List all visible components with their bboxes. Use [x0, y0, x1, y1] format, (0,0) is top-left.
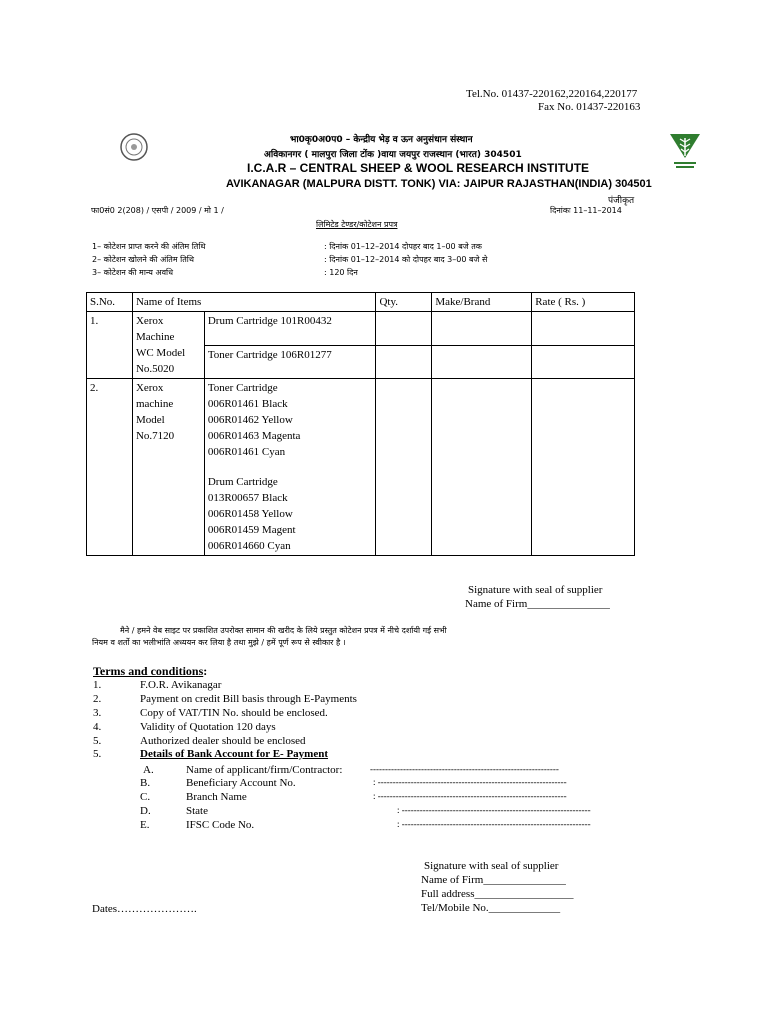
bank-value: : --------------------------------------------------------------- — [373, 777, 567, 787]
table-row — [87, 312, 635, 346]
signature-label-2: Signature with seal of supplier — [424, 860, 559, 872]
institute-name: I.C.A.R – CENTRAL SHEEP & WOOL RESEARCH INSTITUTE — [247, 161, 590, 175]
bank-letter: B. — [140, 777, 151, 789]
row1-machine — [132, 312, 204, 379]
icar-logo-icon — [119, 132, 149, 162]
bank-value: --------------------------------------------------------------- — [370, 764, 559, 774]
machine-line: No.7120 — [135, 430, 175, 442]
bank-label: IFSC Code No. — [186, 819, 255, 831]
header-rate: Rate ( Rs. ) — [532, 293, 635, 312]
row2-toner-items — [204, 379, 376, 474]
tel-number: Tel.No. 01437-220162,220164,220177 — [466, 88, 638, 100]
row1-qty-cell-2 — [376, 345, 432, 379]
term-text: Copy of VAT/TIN No. should be enclosed. — [140, 707, 328, 719]
item-line: 006R01458 Yellow — [207, 508, 293, 520]
header-make: Make/Brand — [432, 293, 532, 312]
term-number: 5. — [93, 735, 102, 747]
item-line: 006R014660 Cyan — [207, 540, 291, 552]
terms-heading-text: Terms and conditions — [93, 664, 204, 678]
row2-drum-items — [204, 473, 376, 556]
header-qty: Qty. — [376, 293, 432, 312]
header-items: Name of Items — [132, 293, 376, 312]
condition-label-1: 1– कोटेशन प्राप्त करने की अंतिम तिथि — [92, 242, 206, 251]
row1-sno: 1. — [87, 312, 133, 379]
condition-value-2: : दिनांक 01–12–2014 को दोपहर बाद 3–00 बजे से — [324, 255, 488, 264]
term-text: Validity of Quotation 120 days — [140, 721, 276, 733]
terms-heading-colon: : — [203, 664, 208, 678]
bank-label: Beneficiary Account No. — [186, 777, 296, 789]
bank-letter: A. — [143, 764, 154, 776]
term-text: Payment on credit Bill basis through E-Payments — [140, 693, 357, 705]
row2-qty-cell — [376, 379, 432, 556]
condition-value-3: : 120 दिन — [324, 268, 358, 277]
item-line: 006R01462 Yellow — [207, 414, 293, 426]
items-table — [86, 292, 635, 556]
machine-line: machine — [135, 398, 174, 410]
header-sno: S.No. — [87, 293, 133, 312]
term-number: 1. — [93, 679, 102, 691]
table-row — [87, 379, 635, 474]
row1-make-cell-2 — [432, 345, 532, 379]
term-number: 3. — [93, 707, 102, 719]
term-number: 4. — [93, 721, 102, 733]
full-address-field: Full address__________________ — [421, 888, 574, 900]
bank-letter: C. — [140, 791, 151, 803]
bank-letter: E. — [140, 819, 150, 831]
row2-machine — [132, 379, 204, 556]
item-line: Toner Cartridge — [207, 382, 278, 394]
signature-label: Signature with seal of supplier — [468, 584, 603, 596]
bank-value: : --------------------------------------------------------------- — [397, 819, 591, 829]
firm-name-field-2: Name of Firm_______________ — [421, 874, 566, 886]
row1-item-drum: Drum Cartridge 101R00432 — [204, 312, 376, 346]
document-date: दिनांकः 11–11–2014 — [550, 206, 622, 215]
bank-value: : --------------------------------------------------------------- — [373, 791, 567, 801]
bank-value: : --------------------------------------------------------------- — [397, 805, 591, 815]
item-line: Drum Cartridge — [207, 476, 278, 488]
bank-label: Branch Name — [186, 791, 247, 803]
hindi-institute-name: भा0कृ0अ0प0 – केन्द्रीय भेड़ व ऊन अनुसंधान संस्थान — [290, 135, 473, 145]
term-number: 5. — [93, 748, 102, 760]
row2-make-cell — [432, 379, 532, 556]
item-line: 013R00657 Black — [207, 492, 288, 504]
firm-name-field: Name of Firm_______________ — [465, 598, 610, 610]
registered-label: पंजीकृत — [608, 196, 635, 206]
machine-line: Model — [135, 414, 165, 426]
condition-label-2: 2– कोटेशन खोलने की अंतिम तिथि — [92, 255, 194, 264]
machine-line: Xerox — [135, 382, 164, 394]
row2-rate-cell — [532, 379, 635, 556]
machine-line: No.5020 — [135, 363, 175, 375]
terms-heading — [93, 664, 207, 679]
machine-line: Machine — [135, 331, 175, 343]
row1-rate-cell — [532, 312, 635, 346]
row1-item-toner: Toner Cartridge 106R01277 — [204, 345, 376, 379]
document-title: लिमिटेड टेण्डर/कोटेशन प्रपत्र — [316, 220, 398, 229]
row2-sno: 2. — [87, 379, 133, 556]
file-number: फा0सं0 2(208) / एसपी / 2009 / मो 1 / — [91, 206, 224, 215]
institute-address: AVIKANAGAR (MALPURA DISTT. TONK) VIA: JAIPUR RAJASTHAN(INDIA) 304501 — [226, 178, 652, 190]
term-text: F.O.R. Avikanagar — [140, 679, 222, 691]
row1-qty-cell — [376, 312, 432, 346]
declaration-line-2: नियम व शर्तो का भलीभांति अध्ययन कर लिया है तथा मुझे / हमें पूर्ण रूप से स्वीकार है । — [92, 638, 346, 647]
row1-rate-cell-2 — [532, 345, 635, 379]
hindi-institute-address: अविकानगर ( मालपुरा जिला टोंक )वाया जयपुर राजस्थान (भारत) 304501 — [264, 150, 522, 160]
bank-label: State — [186, 805, 208, 817]
item-line: 006R01461 Black — [207, 398, 288, 410]
dates-field: Dates…………………. — [92, 903, 197, 915]
item-line: 006R01459 Magent — [207, 524, 296, 536]
bank-letter: D. — [140, 805, 151, 817]
fax-number: Fax No. 01437-220163 — [538, 101, 641, 113]
wheat-logo-icon — [668, 130, 702, 170]
row1-make-cell — [432, 312, 532, 346]
declaration-line-1: मैने / हमने वेब साइट पर प्रकाशित उपरोक्त सामान की खरीद के लिये प्रस्तुत कोटेशन प्रपत्र में नीचे दर्शायी गई सभी — [120, 626, 447, 635]
item-line: 006R01461 Cyan — [207, 446, 286, 458]
machine-line: Xerox — [135, 315, 164, 327]
condition-value-1: : दिनांक 01–12–2014 दोपहर बाद 1–00 बजे तक — [324, 242, 482, 251]
machine-line: WC Model — [135, 347, 186, 359]
bank-details-heading: Details of Bank Account for E- Payment — [140, 748, 329, 760]
condition-label-3: 3– कोटेशन की मान्य अवधि — [92, 268, 174, 277]
item-line: 006R01463 Magenta — [207, 430, 301, 442]
term-text: Authorized dealer should be enclosed — [140, 735, 306, 747]
tel-mobile-field: Tel/Mobile No._____________ — [421, 902, 561, 914]
term-number: 2. — [93, 693, 102, 705]
table-header-row — [87, 293, 635, 312]
bank-label: Name of applicant/firm/Contractor: — [186, 764, 343, 776]
